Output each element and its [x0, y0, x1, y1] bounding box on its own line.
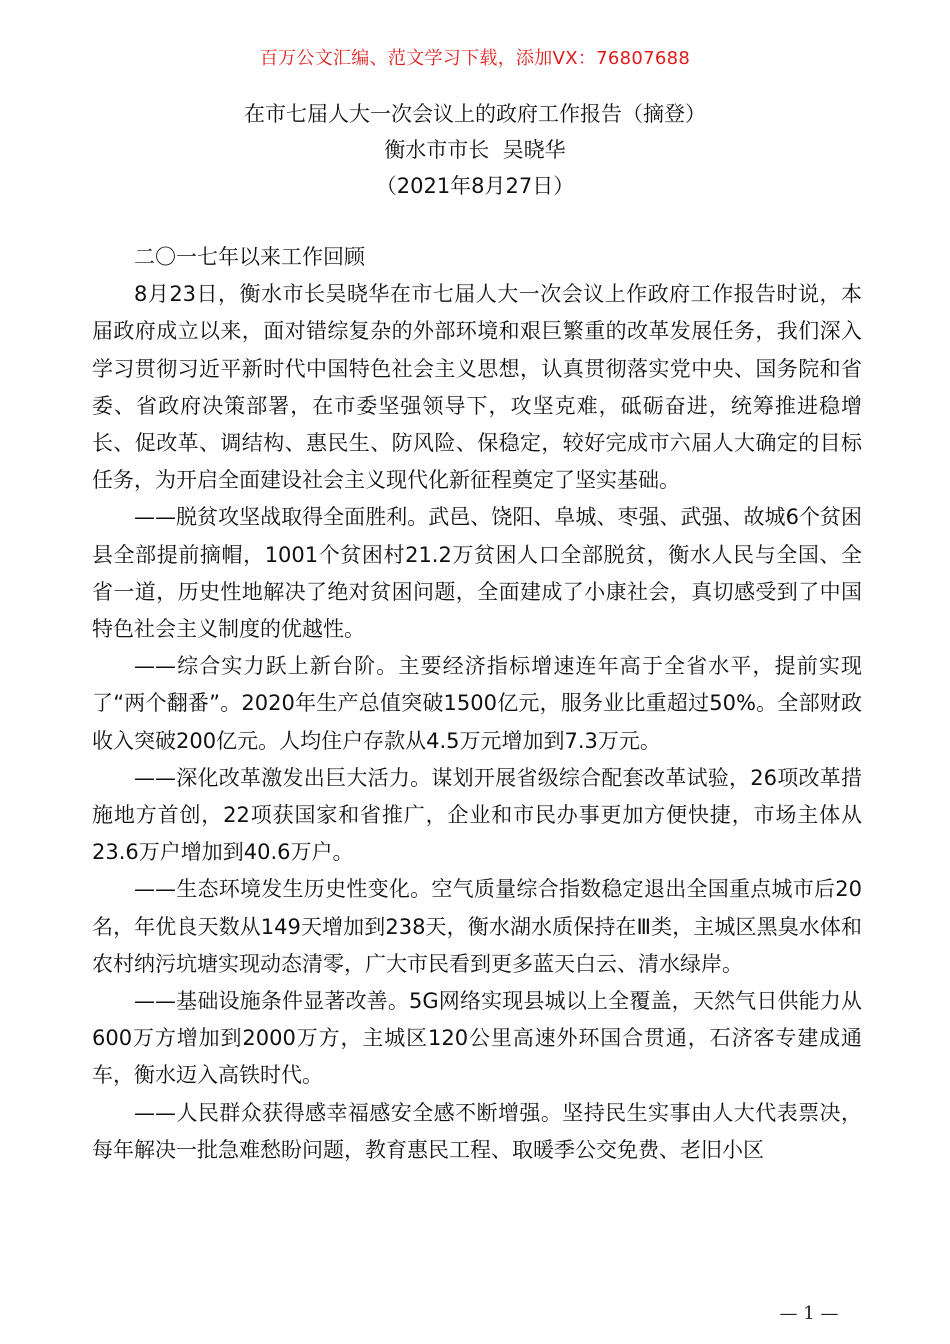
paragraph-wellbeing: ——人民群众获得感幸福感安全感不断增强。坚持民生实事由人大代表票决，每年解决一批急难愁盼问题，教育惠民工程、取暖季公交免费、老旧小区 [92, 1100, 862, 1162]
document-date: （2021年8月27日） [375, 174, 575, 198]
document-title: 在市七届人大一次会议上的政府工作报告（摘登） [244, 102, 706, 126]
paragraph-infrastructure: ——基础设施条件显著改善。5G网络实现县城以上全覆盖，天然气日供能力从600万方增加到2000万方，主城区120公里高速外环国合贯通，石济客专建成通车，衡水迈入高铁时代。 [92, 989, 862, 1088]
watermark-banner: 百万公文汇编、范文学习下载，添加VX：76807688 [259, 48, 691, 69]
page-number: — 1 — [779, 1303, 839, 1324]
document-author: 衡水市市长 吴晓华 [384, 138, 566, 162]
section-heading: 二〇一七年以来工作回顾 [134, 245, 365, 269]
document-header [0, 96, 950, 204]
document-body [92, 239, 862, 1169]
paragraph-reform: ——深化改革激发出巨大活力。谋划开展省级综合配套改革试验，26项改革措施地方首创，22项获国家和省推广，企业和市民办事更加方便快捷，市场主体从23.6万户增加到40.6万户。 [92, 765, 862, 865]
paragraph-economy: ——综合实力跃上新台阶。主要经济指标增速连年高于全省水平，提前实现了“两个翻番”。2020年生产总值突破1500亿元，服务业比重超过50%。全部财政收入突破200亿元。人均住户存款从4.5万元增加到7.3万元。 [92, 654, 862, 753]
paragraph-intro: 8月23日，衡水市长吴晓华在市七届人大一次会议上作政府工作报告时说，本届政府成立以来，面对错综复杂的外部环境和艰巨繁重的改革发展任务，我们深入学习贯彻习近平新时代中国特色社会主义思想，认真贯彻落实党中央、国务院和省委、省政府决策部署，在市委坚强领导下，攻坚克难，砥砺奋进，统筹推进稳增长、促改革、调结构、惠民生、防风险、保稳定，较好完成市六届人大确定的目标任务，为开启全面建设社会主义现代化新征程奠定了坚实基础。 [92, 282, 862, 493]
paragraph-ecology: ——生态环境发生历史性变化。空气质量综合指数稳定退出全国重点城市后20名，年优良天数从149天增加到238天，衡水湖水质保持在Ⅲ类，主城区黑臭水体和农村纳污坑塘实现动态清零，广大市民看到更多蓝天白云、清水绿岸。 [92, 877, 862, 976]
paragraph-poverty: ——脱贫攻坚战取得全面胜利。武邑、饶阳、阜城、枣强、武强、故城6个贫困县全部提前摘帽，1001个贫困村21.2万贫困人口全部脱贫，衡水人民与全国、全省一道，历史性地解决了绝对贫困问题，全面建成了小康社会，真切感受到了中国特色社会主义制度的优越性。 [92, 505, 862, 642]
